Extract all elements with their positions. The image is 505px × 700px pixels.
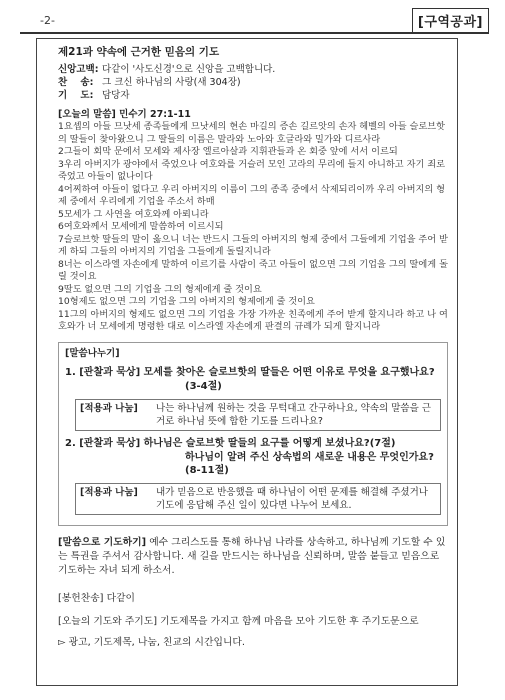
announcement: ▻ 광고, 기도제목, 나눔, 친교의 시간입니다. [58,636,245,648]
meta-value: 다같이 '사도신경'으로 신앙을 고백합니다. [102,64,276,75]
scripture-verse: 10형제도 없으면 그의 기업을 그의 아버지의 형제에게 줄 것이요 [58,296,315,307]
page-number: -2- [40,14,55,27]
apply-tag: [적용과 나눔] [80,402,138,414]
offering-hymn [58,592,448,605]
prayer-section [58,536,448,578]
closing-tag: [오늘의 기도와 주기도] [58,615,158,627]
hymn-tag: [봉헌찬송] [58,592,104,604]
closing-prayer [58,615,448,628]
discussion-box [58,342,448,526]
meta-key: 기 도: [58,90,94,101]
header-divider [20,32,489,34]
discussion-item [65,366,441,431]
apply-box [75,399,441,431]
scripture-verse: 3우리 아버지가 광야에서 죽었으나 여호와를 거슬러 모인 고라의 무리에 들지 아니하고 자기 죄로 죽었고 아들이 없나이다 [58,158,446,182]
lesson-meta-row [58,76,448,89]
discussion-question-ref: (3-4절) [185,380,222,392]
scripture-verse: 4어찌하여 아들이 없다고 우리 아버지의 이름이 그의 종족 중에서 삭제되리이까 우리 아버지의 형제 중에서 우리에게 기업을 주소서 하매 [58,183,446,207]
meta-value: 담당자 [102,90,130,101]
apply-box [75,483,441,515]
apply-text: 나는 하나님께 원하는 것을 무턱대고 간구하나요, 약속의 말씀을 근거로 하나님 뜻에 합한 기도를 드리나요? [156,402,431,427]
meta-key: 찬 송: [58,77,94,88]
discussion-item [65,437,441,515]
discussion-question-ref: 하나님이 알려 주신 상속법의 새로운 내용은 무엇인가요?(8-11절) [185,451,434,476]
scripture-verse: 9딸도 없으면 그의 기업을 그의 형제에게 줄 것이요 [58,283,262,295]
page-header [0,0,505,40]
scripture-verse: 1요셉의 아들 므낫세 종족들에게 므낫세의 현손 마길의 증손 길르앗의 손자 헤벨의 아들 슬로브핫의 딸들이 찾아왔으니 그 딸들의 이름은 말라와 노아와 호글라와 밀가와 디르사라 [58,121,446,145]
closing-text: 기도제목을 가지고 함께 마음을 모아 기도한 후 주기도문으로 [160,615,419,627]
scripture-verse: 7슬로브핫 딸들의 말이 옳으니 너는 반드시 그들의 아버지의 형제 중에서 그들에게 기업을 주어 받게 하되 그들의 아버지의 기업을 그들에게 돌릴지니라 [58,233,448,257]
scripture-verse: 2그들이 회막 문에서 모세와 제사장 엘르아살과 지휘관들과 온 회중 앞에 서서 이르되 [58,146,398,157]
meta-key: 신앙고백: [58,64,99,75]
discussion-question: 2. [관찰과 묵상] 하나님은 슬로브핫 딸들의 요구를 어떻게 보셨나요?(7절) [65,437,396,449]
scripture-verse: 6여호와께서 모세에게 말씀하여 이르시되 [58,221,224,232]
scripture-verse: 11그의 아버지의 형제도 없으면 그의 기업을 가장 가까운 친족에게 주어 받게 할지니라 하고 나 여호와가 너 모세에게 명령한 대로 이스라엘 자손에게 판결의 규례가 되게 할지니라 [58,308,448,332]
discussion-heading: [말씀나누기] [65,347,120,359]
lesson-content [58,46,448,649]
scripture-verse: 8너는 이스라엘 자손에게 말하여 이르기를 사람이 죽고 아들이 없으면 그의 기업을 그의 딸에게 돌릴 것이요 [58,258,448,282]
hymn-text: 다같이 [106,592,136,604]
scripture-verse: 5모세가 그 사연을 여호와께 아뢰니라 [58,208,209,220]
meta-value: 그 크신 하나님의 사랑(새 304장) [102,77,241,88]
prayer-text: 예수 그리스도를 통해 하나님 나라를 상속하고, 하나님께 기도할 수 있는 특권을 주셔서 감사합니다. 새 길을 만드시는 하나님을 신뢰하며, 말씀 붙들고 믿음으로 기도하는 자녀 되게 하소서. [58,536,446,576]
lesson-meta-row [58,63,448,76]
apply-text: 내가 믿음으로 반응했을 때 하나님이 어떤 문제를 해결해 주셨거나 기도에 응답해 주신 일이 있다면 나누어 보세요. [156,486,428,511]
lesson-meta-row [58,89,448,102]
lesson-title: 제21과 약속에 근거한 믿음의 기도 [58,46,220,58]
scripture-heading: [오늘의 말씀] 민수기 27:1-11 [58,109,191,120]
section-label: [구역공과] [412,8,489,33]
apply-tag: [적용과 나눔] [80,486,138,498]
discussion-question: 1. [관찰과 묵상] 모세를 찾아온 슬로브핫의 딸들은 어떤 이유로 무엇을 요구했나요? [65,366,435,378]
prayer-tag: [말씀으로 기도하기] [58,536,147,548]
